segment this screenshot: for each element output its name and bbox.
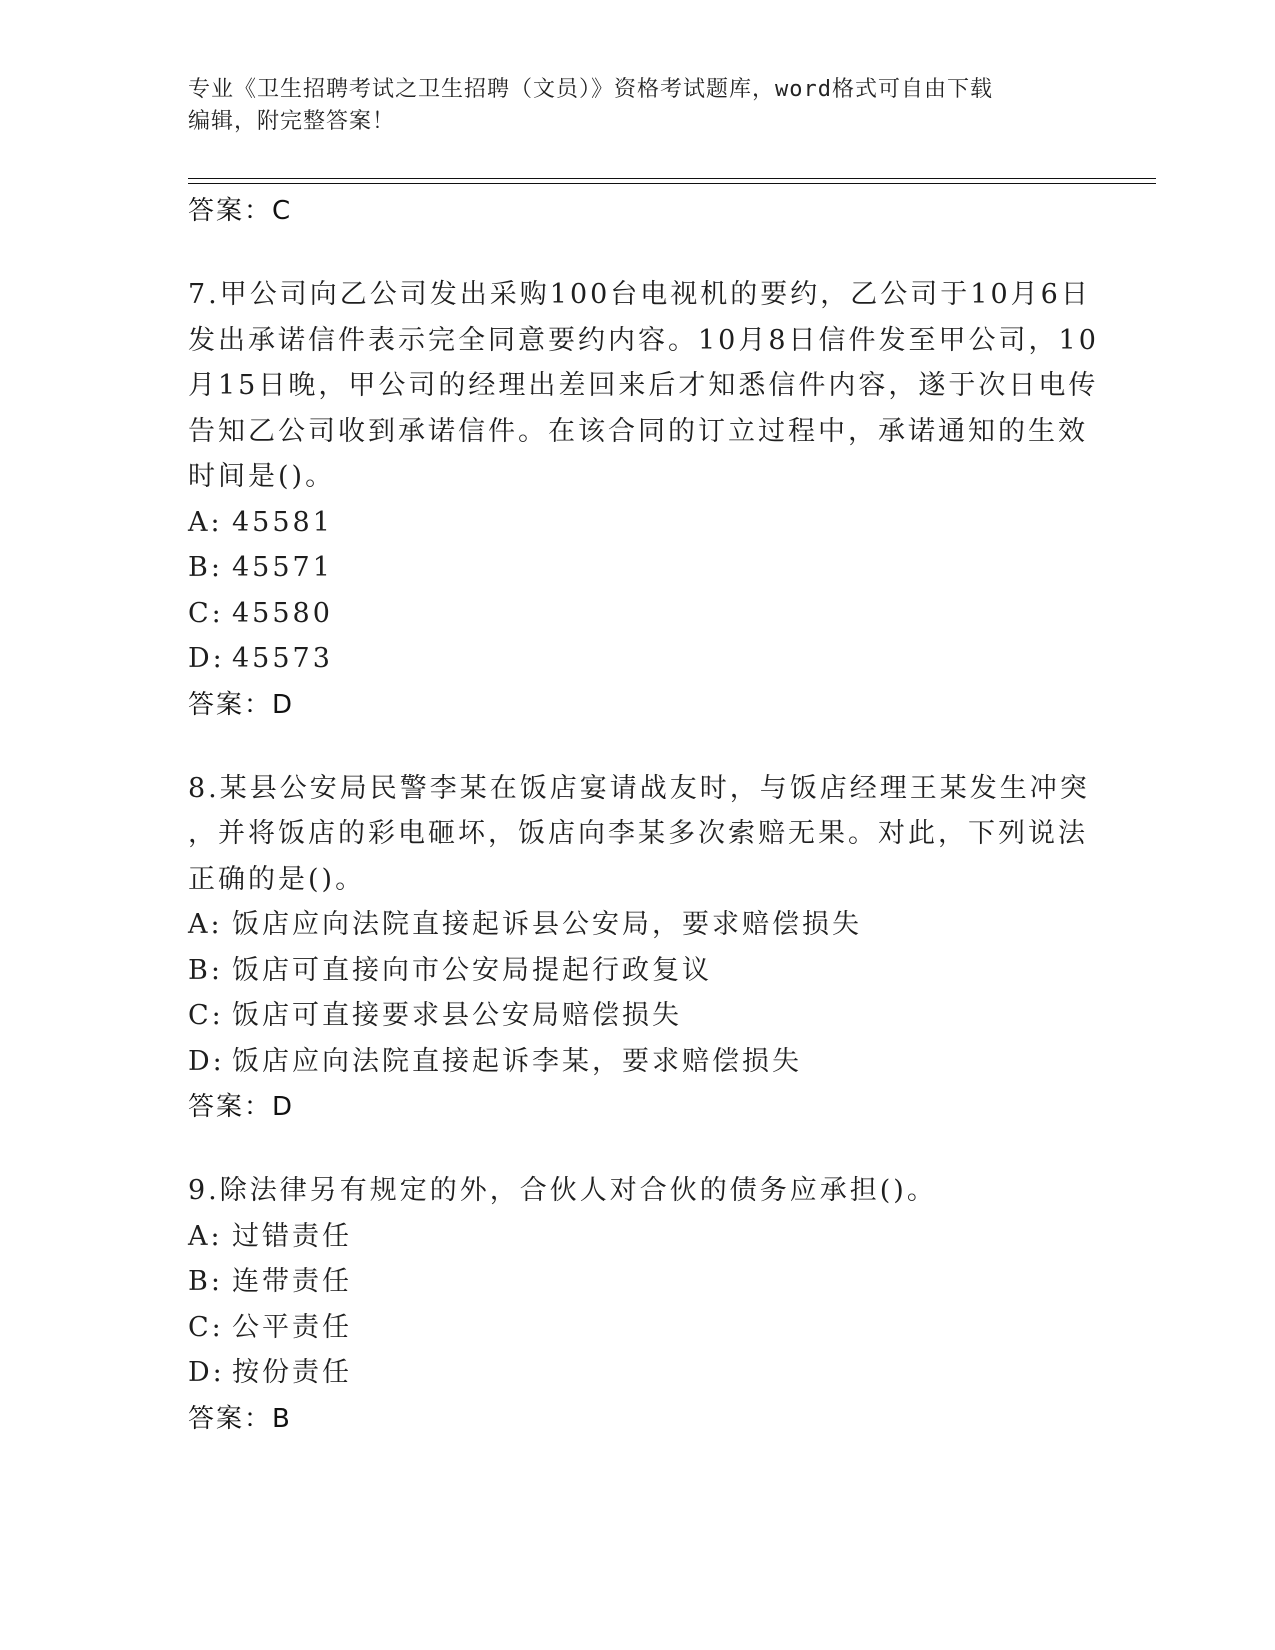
spacer (188, 234, 1088, 272)
stem-line: 时间是()。 (188, 461, 336, 492)
question-list (188, 188, 1099, 1442)
option-b (188, 1259, 1088, 1305)
option-d (188, 636, 1088, 682)
option-text: 公平责任 (232, 1311, 352, 1343)
question-stem (188, 766, 1088, 903)
question-stem (188, 272, 1099, 500)
document-header (188, 74, 1068, 138)
stem-line: 8.某县公安局民警李某在饭店宴请战友时，与饭店经理王某发生冲突 (188, 772, 1090, 804)
option-text: 连带责任 (232, 1266, 352, 1297)
option-text: 饭店应向法院直接起诉李某，要求赔偿损失 (232, 1045, 802, 1077)
spacer (188, 1130, 1088, 1168)
option-text: 过错责任 (232, 1220, 352, 1252)
option-key: C: (188, 1311, 224, 1343)
stem-line: 9.除法律另有规定的外，合伙人对合伙的债务应承担()。 (188, 1175, 937, 1206)
option-key: B: (188, 552, 223, 583)
question-stem (188, 1168, 1088, 1214)
option-d (188, 1039, 1088, 1085)
previous-answer: 答案：C (188, 196, 293, 226)
question-8 (188, 766, 1088, 1131)
option-key: D: (188, 1045, 225, 1077)
option-b (188, 545, 1088, 591)
option-b (188, 948, 1088, 994)
option-a (188, 500, 1088, 546)
option-key: D: (188, 1357, 225, 1388)
option-key: A: (188, 909, 223, 940)
option-text: 饭店可直接要求县公安局赔偿损失 (232, 1000, 682, 1031)
question-answer: 答案：D (188, 689, 295, 720)
stem-line: 发出承诺信件表示完全同意要约内容。10月8日信件发至甲公司，10 (188, 324, 1099, 356)
option-c (188, 591, 1088, 637)
option-text: 45580 (232, 597, 333, 629)
option-key: B: (188, 1266, 223, 1297)
option-key: D: (188, 643, 225, 674)
stem-line: 7.甲公司向乙公司发出采购100台电视机的要约，乙公司于10月6日 (188, 279, 1091, 310)
option-d (188, 1350, 1088, 1396)
option-key: C: (188, 597, 224, 629)
question-9 (188, 1168, 1088, 1442)
option-key: C: (188, 1000, 224, 1031)
header-rule-top (188, 178, 1156, 179)
header-line-2: 编辑，附完整答案！ (188, 109, 396, 134)
option-key: B: (188, 954, 223, 986)
option-text: 45581 (232, 506, 333, 538)
option-key: A: (188, 1220, 223, 1252)
spacer (188, 728, 1088, 766)
stem-line: 正确的是()。 (188, 863, 366, 895)
option-c (188, 1305, 1088, 1351)
question-answer: 答案：D (188, 1092, 295, 1122)
question-answer: 答案：B (188, 1403, 292, 1434)
option-c (188, 993, 1088, 1039)
header-rule-bottom (188, 183, 1156, 184)
stem-line: 月15日晚，甲公司的经理出差回来后才知悉信件内容，遂于次日电传 (188, 370, 1099, 401)
option-text: 按份责任 (232, 1357, 352, 1388)
option-text: 45571 (232, 552, 333, 583)
option-text: 45573 (232, 643, 333, 674)
option-text: 饭店可直接向市公安局提起行政复议 (232, 954, 712, 986)
question-7 (188, 272, 1099, 728)
header-line-1: 专业《卫生招聘考试之卫生招聘（文员）》资格考试题库，word格式可自由下载 (188, 77, 993, 102)
option-a (188, 1214, 1088, 1260)
option-a (188, 902, 1088, 948)
option-text: 饭店应向法院直接起诉县公安局，要求赔偿损失 (232, 909, 862, 940)
stem-line: ，并将饭店的彩电砸坏，饭店向李某多次索赔无果。对此，下列说法 (188, 818, 1088, 849)
option-key: A: (188, 506, 223, 538)
stem-line: 告知乙公司收到承诺信件。在该合同的订立过程中，承诺通知的生效 (188, 415, 1088, 447)
